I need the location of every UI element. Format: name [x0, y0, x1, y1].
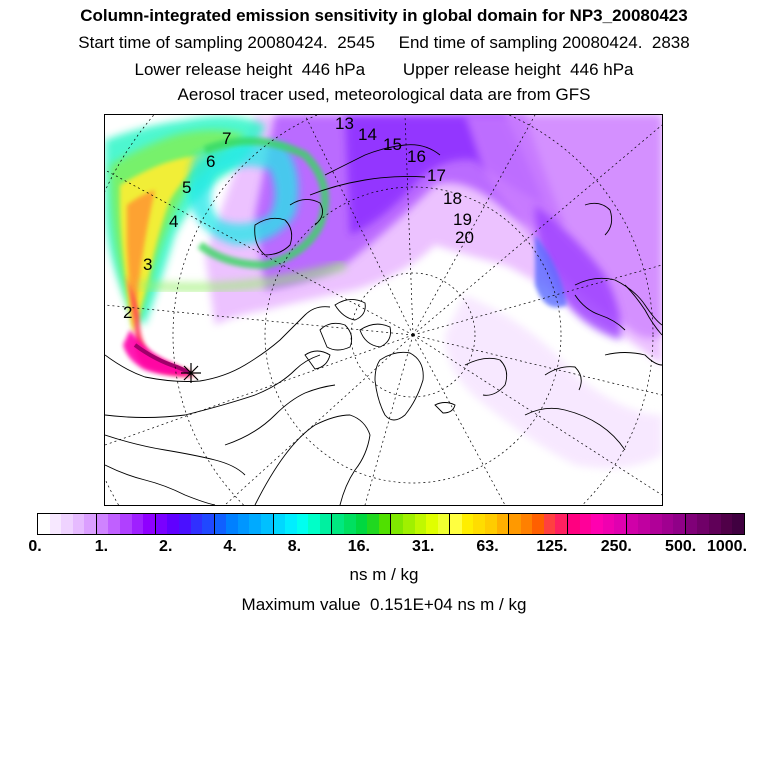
colorbar-swatch [532, 514, 544, 534]
colorbar-tick-label: 31. [412, 538, 435, 555]
colorbar [37, 513, 745, 535]
colorbar-tick-label: 250. [600, 538, 632, 555]
colorbar-swatch [367, 514, 379, 534]
colorbar-swatch [721, 514, 733, 534]
colorbar-swatch [438, 514, 451, 534]
colorbar-tick-label: 0. [28, 538, 42, 555]
colorbar-swatch [379, 514, 392, 534]
colorbar-swatch [156, 514, 168, 534]
day-label: 17 [427, 166, 446, 185]
colorbar-swatch [320, 514, 333, 534]
colorbar-swatch [732, 514, 744, 534]
sampling-time-line: Start time of sampling 20080424. 2545 End time of sampling 20080424. 2838 [78, 33, 690, 52]
colorbar-swatch [226, 514, 238, 534]
colorbar-swatch [108, 514, 120, 534]
day-label: 3 [143, 255, 153, 274]
colorbar-swatch [120, 514, 132, 534]
colorbar-swatch [473, 514, 485, 534]
day-label: 6 [206, 152, 216, 171]
colorbar-swatch [450, 514, 462, 534]
day-label: 13 [335, 115, 354, 133]
colorbar-swatch [426, 514, 438, 534]
maximum-value-text: Maximum value 0.151E+04 ns m / kg [241, 595, 527, 614]
day-label: 18 [443, 189, 462, 208]
colorbar-swatch [709, 514, 721, 534]
colorbar-swatch [143, 514, 156, 534]
colorbar-swatch [249, 514, 261, 534]
sensitivity-field [105, 115, 662, 468]
colorbar-swatch [215, 514, 227, 534]
day-label: 20 [455, 228, 474, 247]
day-label: 15 [383, 135, 402, 154]
colorbar-swatch [697, 514, 709, 534]
colorbar-swatch [238, 514, 250, 534]
colorbar-swatch [179, 514, 191, 534]
colorbar-tick-label: 16. [347, 538, 370, 555]
colorbar-tick-label: 63. [476, 538, 499, 555]
colorbar-swatch [415, 514, 427, 534]
colorbar-swatch [97, 514, 109, 534]
colorbar-swatch [509, 514, 521, 534]
colorbar-swatch [38, 514, 50, 534]
colorbar-swatch [673, 514, 686, 534]
day-label: 4 [169, 212, 179, 231]
colorbar-swatch [627, 514, 639, 534]
colorbar-swatch [191, 514, 203, 534]
colorbar-swatch [356, 514, 368, 534]
colorbar-swatch [603, 514, 615, 534]
colorbar-swatch [50, 514, 62, 534]
colorbar-swatch [568, 514, 580, 534]
colorbar-swatch [403, 514, 415, 534]
day-label: 7 [222, 129, 232, 148]
day-label: 2 [123, 303, 133, 322]
colorbar-swatch [662, 514, 674, 534]
colorbar-swatch [274, 514, 286, 534]
colorbar-tick-label: 1. [94, 538, 109, 555]
day-label: 19 [453, 210, 472, 229]
colorbar-swatch [591, 514, 603, 534]
colorbar-swatch [297, 514, 309, 534]
colorbar-swatch [84, 514, 97, 534]
day-label: 14 [358, 125, 377, 144]
colorbar-swatch [285, 514, 297, 534]
colorbar-tick-label: 8. [287, 538, 302, 555]
polar-map [104, 114, 663, 506]
day-label: 16 [407, 147, 426, 166]
colorbar-tick-label: 500. [665, 538, 697, 555]
colorbar-swatch [344, 514, 356, 534]
colorbar-tick-labels [0, 538, 768, 560]
tracer-info-line: Aerosol tracer used, meteorological data are from GFS [177, 85, 591, 104]
colorbar-swatch [332, 514, 344, 534]
colorbar-swatch [555, 514, 568, 534]
colorbar-tick-label: 4. [223, 538, 237, 555]
colorbar-swatch [521, 514, 533, 534]
colorbar-swatch [485, 514, 497, 534]
colorbar-swatch [650, 514, 662, 534]
colorbar-swatch [462, 514, 474, 534]
release-point-asterisk [181, 363, 201, 383]
day-label: 5 [182, 178, 192, 197]
colorbar-tick-label: 125. [536, 538, 568, 555]
colorbar-swatch [686, 514, 698, 534]
release-height-line: Lower release height 446 hPa Upper release height 446 hPa [134, 60, 634, 79]
colorbar-swatch [544, 514, 556, 534]
colorbar-swatch [261, 514, 274, 534]
colorbar-swatch [391, 514, 403, 534]
colorbar-tick-label: 2. [159, 538, 173, 555]
plot-title: Column-integrated emission sensitivity in global domain for NP3_20080423 [80, 6, 688, 25]
colorbar-swatch [638, 514, 650, 534]
colorbar-swatch [61, 514, 73, 534]
colorbar-swatch [167, 514, 179, 534]
colorbar-tick-label: 1000. [706, 538, 748, 555]
colorbar-units: ns m / kg [349, 565, 419, 584]
colorbar-swatch [202, 514, 215, 534]
colorbar-swatch [308, 514, 320, 534]
colorbar-swatch [614, 514, 627, 534]
colorbar-swatch [73, 514, 85, 534]
colorbar-swatch [497, 514, 510, 534]
colorbar-swatch [580, 514, 592, 534]
colorbar-swatch [132, 514, 144, 534]
